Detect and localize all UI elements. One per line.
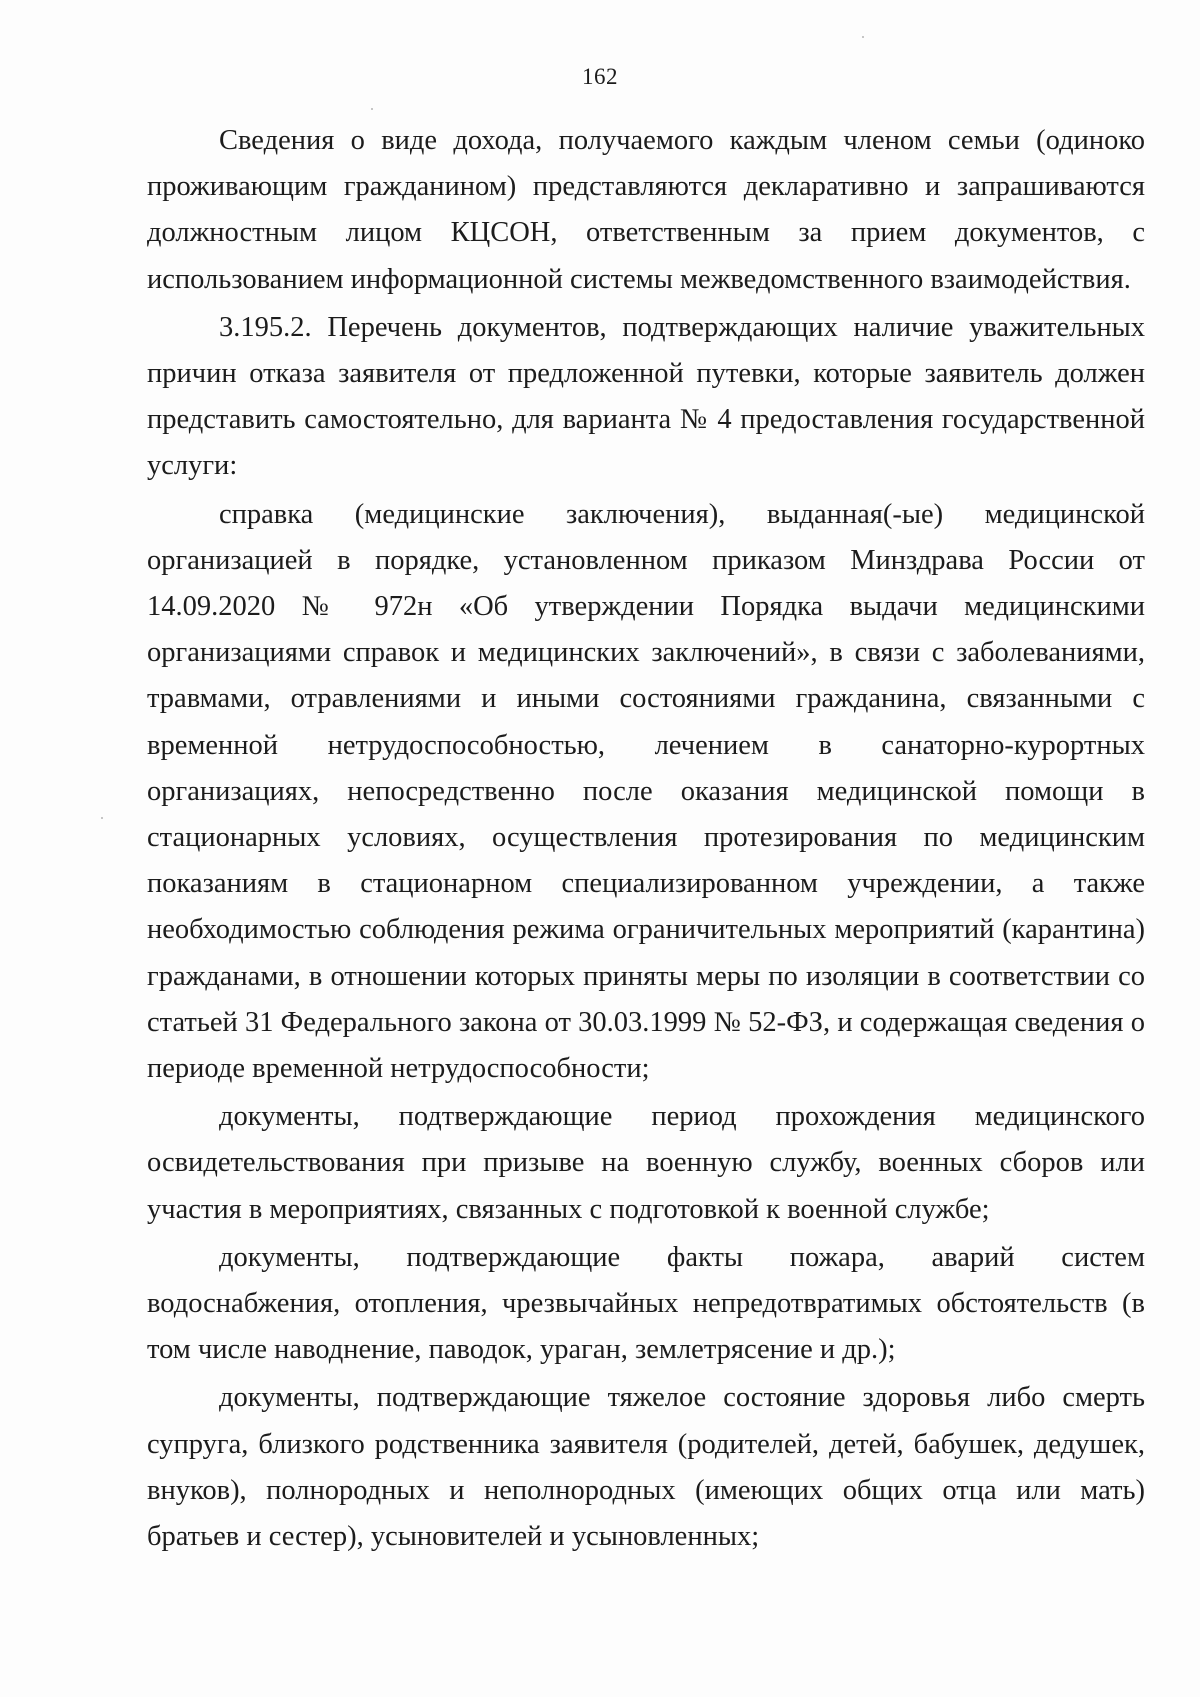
- scan-speck: [101, 817, 103, 819]
- page-number: 162: [582, 64, 618, 89]
- paragraph-medical-certificate: справка (медицинские заключения), выданная(-ые) медицинской организацией в порядке, установленном приказом Минздрава России от 14.09.2020 № 972н «Об утверждении Порядка выдачи медицинскими организациями справок и медицинских заключений», в связи с заболеваниями, травмами, отравлениями и иными состояниями гражданина, связанными с временной нетрудоспособностью, лечением в санаторно-курортных организациях, непосредственно после оказания медицинской помощи в стационарных условиях, осуществления протезирования по медицинским показаниям в стационарном специализированном учреждении, а также необходимостью соблюдения режима ограничительных мероприятий (карантина) гражданами, в отношении которых приняты меры по изоляции в соответствии со статьей 31 Федерального закона от 30.03.1999 № 52-ФЗ, и содержащая сведения о периоде временной нетрудоспособности;: [147, 498, 1145, 1085]
- scan-speck: [862, 36, 864, 38]
- document-body: [147, 118, 1145, 1560]
- paragraph-relative-health-documents: документы, подтверждающие тяжелое состояние здоровья либо смерть супруга, близкого родственника заявителя (родителей, детей, бабушек, дедушек, внуков), полнородных и неполнородных (имеющих общих отца или мать) братьев и сестер), усыновителей и усыновленных;: [147, 1382, 1145, 1553]
- paragraph-income-info: Сведения о виде дохода, получаемого каждым членом семьи (одиноко проживающим гражданином) представляются декларативно и запрашиваются должностным лицом КЦСОН, ответственным за прием документов, с использованием информационной системы межведомственного взаимодействия.: [147, 125, 1145, 295]
- scan-speck: [371, 108, 373, 110]
- paragraph-section-3-195-2: 3.195.2. Перечень документов, подтверждающих наличие уважительных причин отказа заявителя от предложенной путевки, которые заявитель должен представить самостоятельно, для варианта № 4 предоставления государственной услуги:: [147, 311, 1145, 482]
- paragraph-emergency-documents: документы, подтверждающие факты пожара, аварий систем водоснабжения, отопления, чрезвычайных непредотвратимых обстоятельств (в том числе наводнение, паводок, ураган, землетрясение и др.);: [147, 1241, 1145, 1366]
- paragraph-military-documents: документы, подтверждающие период прохождения медицинского освидетельствования при призыве на военную службу, военных сборов или участия в мероприятиях, связанных с подготовкой к военной службе;: [147, 1101, 1145, 1225]
